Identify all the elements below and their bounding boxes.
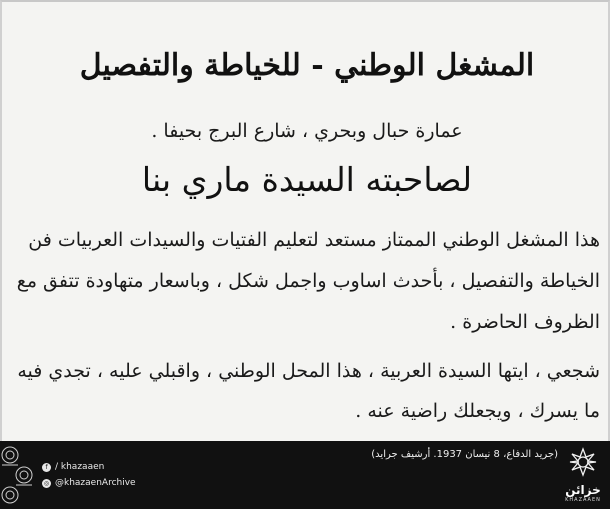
social-handles [42, 459, 136, 491]
logo-latin: KHAZAAEN [565, 497, 601, 503]
facebook-handle: / khazaaen [55, 462, 105, 472]
ad-headline: المشغل الوطني - للخياطة والتفصيل [79, 48, 535, 83]
ornament-pattern [0, 441, 34, 509]
ad-body-line-2: الخياطة والتفصيل ، بأحدث اساوب واجمل شكل ، وباسعار متهاودة تتفق مع [16, 270, 600, 292]
ad-owner: لصاحبته السيدة ماري بنا [141, 160, 473, 199]
instagram-handle: @khazaenArchive [55, 478, 136, 488]
archive-caption: (جريد الدفاع، 8 نيسان 1937. أرشيف جرايد) [371, 449, 558, 460]
ad-address: عمارة حبال وبحري ، شارع البرج بحيفا . [151, 120, 463, 142]
facebook-icon: f [42, 463, 51, 472]
archive-footer [0, 441, 610, 509]
facebook-handle-row[interactable] [42, 459, 136, 475]
instagram-icon: ◎ [43, 479, 50, 487]
ad-body-line-3: الظروف الحاضرة . [450, 311, 600, 333]
ad-body-line-5: ما يسرك ، ويجعلك راضية عنه . [355, 400, 600, 422]
ad-body-line-4: شجعي ، ايتها السيدة العربية ، هذا المحل الوطني ، واقبلي عليه ، تجدي فيه [17, 360, 600, 382]
logo-word: خزائن [565, 483, 601, 497]
ad-body-line-1: هذا المشغل الوطني الممتاز مستعد لتعليم الفتيات والسيدات العربيات فن [28, 229, 600, 251]
khazaaen-logo[interactable] [562, 447, 604, 505]
rosette-icon [568, 447, 598, 477]
instagram-handle-row[interactable] [42, 475, 136, 491]
